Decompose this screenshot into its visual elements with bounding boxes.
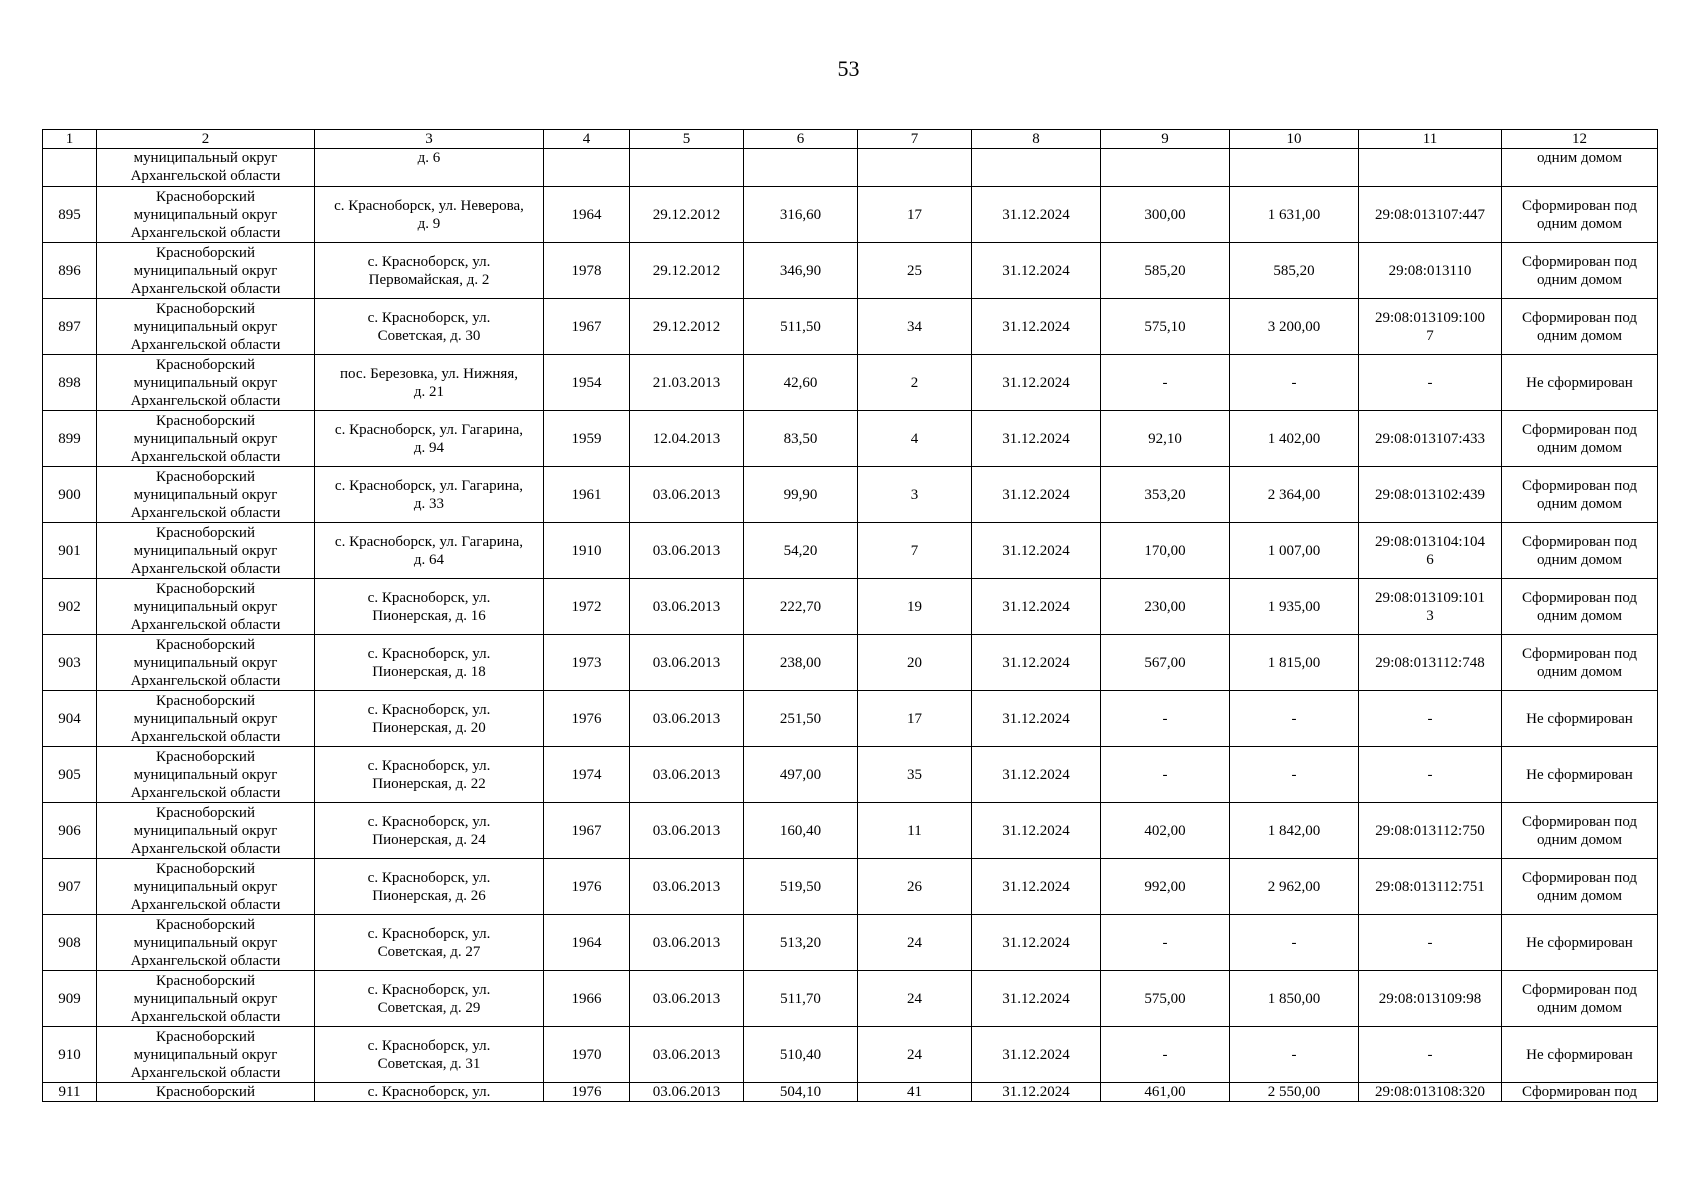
cell-land-area: - — [1101, 915, 1230, 971]
column-header: 10 — [1230, 130, 1359, 149]
cell-status: Не сформирован — [1502, 747, 1658, 803]
table-row — [43, 187, 1658, 243]
cell-date: 03.06.2013 — [630, 467, 744, 523]
cell-date: 03.06.2013 — [630, 523, 744, 579]
column-header: 6 — [744, 130, 858, 149]
cell-year: 1964 — [544, 915, 630, 971]
column-header: 8 — [972, 130, 1101, 149]
cell-year: 1967 — [544, 803, 630, 859]
cell-land-area: 585,20 — [1101, 243, 1230, 299]
cell-address: с. Красноборск, ул. Неверова, д. 9 — [315, 187, 544, 243]
cell-number: 903 — [43, 635, 97, 691]
cell-address: с. Красноборск, ул. Первомайская, д. 2 — [315, 243, 544, 299]
column-header: 12 — [1502, 130, 1658, 149]
cell-number: 896 — [43, 243, 97, 299]
cell-number: 908 — [43, 915, 97, 971]
cell-year: 1972 — [544, 579, 630, 635]
cell-land-area — [1101, 149, 1230, 187]
cell-area: 346,90 — [744, 243, 858, 299]
cell-number: 909 — [43, 971, 97, 1027]
cell-cadastral: 29:08:013112:748 — [1359, 635, 1502, 691]
cell-area: 510,40 — [744, 1027, 858, 1083]
cell-number: 905 — [43, 747, 97, 803]
cell-address: с. Красноборск, ул. Пионерская, д. 18 — [315, 635, 544, 691]
cell-cadastral: 29:08:013109:101 3 — [1359, 579, 1502, 635]
cell-residents: 24 — [858, 971, 972, 1027]
cell-address: с. Красноборск, ул. Пионерская, д. 22 — [315, 747, 544, 803]
cell-status: Сформирован под одним домом — [1502, 635, 1658, 691]
cell-status: Сформирован под одним домом — [1502, 523, 1658, 579]
cell-land-area: 402,00 — [1101, 803, 1230, 859]
column-header: 9 — [1101, 130, 1230, 149]
cell-deadline: 31.12.2024 — [972, 803, 1101, 859]
cell-cadastral: 29:08:013112:750 — [1359, 803, 1502, 859]
cell-land-area: 567,00 — [1101, 635, 1230, 691]
cell-address: с. Красноборск, ул. Советская, д. 29 — [315, 971, 544, 1027]
cell-year: 1978 — [544, 243, 630, 299]
cell-area: 238,00 — [744, 635, 858, 691]
cell-address: пос. Березовка, ул. Нижняя, д. 21 — [315, 355, 544, 411]
cell-year: 1964 — [544, 187, 630, 243]
cell-municipality: Красноборский муниципальный округ Архангельской области — [97, 299, 315, 355]
cell-deadline: 31.12.2024 — [972, 859, 1101, 915]
cell-cadastral: 29:08:013107:447 — [1359, 187, 1502, 243]
cell-date: 03.06.2013 — [630, 1027, 744, 1083]
cell-residents: 17 — [858, 187, 972, 243]
cell-deadline: 31.12.2024 — [972, 1083, 1101, 1102]
cell-year: 1959 — [544, 411, 630, 467]
cell-deadline: 31.12.2024 — [972, 915, 1101, 971]
cell-status: Не сформирован — [1502, 915, 1658, 971]
table-row — [43, 1027, 1658, 1083]
cell-plot-area: 585,20 — [1230, 243, 1359, 299]
table-row — [43, 859, 1658, 915]
cell-residents: 2 — [858, 355, 972, 411]
cell-date — [630, 149, 744, 187]
cell-plot-area: 2 962,00 — [1230, 859, 1359, 915]
cell-municipality: Красноборский муниципальный округ Архангельской области — [97, 187, 315, 243]
cell-address: с. Красноборск, ул. Советская, д. 30 — [315, 299, 544, 355]
cell-cadastral: 29:08:013108:320 — [1359, 1083, 1502, 1102]
cell-land-area: 575,00 — [1101, 971, 1230, 1027]
cell-cadastral: - — [1359, 355, 1502, 411]
cell-date: 29.12.2012 — [630, 187, 744, 243]
cell-municipality: Красноборский муниципальный округ Архангельской области — [97, 803, 315, 859]
cell-area: 160,40 — [744, 803, 858, 859]
cell-municipality: Красноборский муниципальный округ Архангельской области — [97, 747, 315, 803]
cell-address: с. Красноборск, ул. Советская, д. 31 — [315, 1027, 544, 1083]
cell-land-area: 461,00 — [1101, 1083, 1230, 1102]
cell-deadline: 31.12.2024 — [972, 187, 1101, 243]
cell-area: 511,70 — [744, 971, 858, 1027]
cell-land-area: 353,20 — [1101, 467, 1230, 523]
cell-number: 899 — [43, 411, 97, 467]
cell-number: 898 — [43, 355, 97, 411]
cell-plot-area — [1230, 149, 1359, 187]
cell-date: 29.12.2012 — [630, 299, 744, 355]
cell-cadastral: - — [1359, 747, 1502, 803]
cell-deadline: 31.12.2024 — [972, 355, 1101, 411]
cell-plot-area: 1 007,00 — [1230, 523, 1359, 579]
cell-deadline: 31.12.2024 — [972, 411, 1101, 467]
table-row — [43, 803, 1658, 859]
cell-status: Не сформирован — [1502, 691, 1658, 747]
cell-land-area: - — [1101, 1027, 1230, 1083]
cell-year: 1961 — [544, 467, 630, 523]
page-number: 53 — [837, 56, 860, 81]
cell-municipality: Красноборский муниципальный округ Архангельской области — [97, 411, 315, 467]
cell-residents: 25 — [858, 243, 972, 299]
cell-status: Сформирован под одним домом — [1502, 243, 1658, 299]
cell-cadastral — [1359, 149, 1502, 187]
cell-date: 03.06.2013 — [630, 635, 744, 691]
column-header: 3 — [315, 130, 544, 149]
cell-status: Не сформирован — [1502, 1027, 1658, 1083]
cell-residents: 34 — [858, 299, 972, 355]
cell-cadastral: - — [1359, 915, 1502, 971]
table-row — [43, 467, 1658, 523]
cell-address: с. Красноборск, ул. Гагарина, д. 64 — [315, 523, 544, 579]
cell-deadline: 31.12.2024 — [972, 523, 1101, 579]
cell-municipality: Красноборский муниципальный округ Архангельской области — [97, 971, 315, 1027]
cell-residents: 19 — [858, 579, 972, 635]
cell-number: 910 — [43, 1027, 97, 1083]
cell-year: 1910 — [544, 523, 630, 579]
cell-plot-area: 1 935,00 — [1230, 579, 1359, 635]
housing-registry-table — [42, 129, 1658, 1102]
table-row-partial — [43, 1083, 1658, 1102]
cell-number: 901 — [43, 523, 97, 579]
cell-status: Сформирован под одним домом — [1502, 467, 1658, 523]
cell-year: 1976 — [544, 859, 630, 915]
cell-status: Сформирован под одним домом — [1502, 803, 1658, 859]
cell-land-area: - — [1101, 691, 1230, 747]
cell-plot-area: 1 815,00 — [1230, 635, 1359, 691]
cell-area: 54,20 — [744, 523, 858, 579]
cell-area: 504,10 — [744, 1083, 858, 1102]
cell-cadastral: 29:08:013112:751 — [1359, 859, 1502, 915]
cell-municipality: Красноборский муниципальный округ Архангельской области — [97, 691, 315, 747]
cell-date: 03.06.2013 — [630, 747, 744, 803]
cell-deadline: 31.12.2024 — [972, 971, 1101, 1027]
column-header: 1 — [43, 130, 97, 149]
cell-area: 99,90 — [744, 467, 858, 523]
cell-land-area: 575,10 — [1101, 299, 1230, 355]
cell-plot-area: 3 200,00 — [1230, 299, 1359, 355]
cell-year — [544, 149, 630, 187]
cell-municipality: Красноборский муниципальный округ Архангельской области — [97, 915, 315, 971]
cell-status: одним домом — [1502, 149, 1658, 187]
cell-residents: 20 — [858, 635, 972, 691]
cell-year: 1976 — [544, 691, 630, 747]
cell-cadastral: 29:08:013110 — [1359, 243, 1502, 299]
cell-plot-area: 1 402,00 — [1230, 411, 1359, 467]
cell-year: 1976 — [544, 1083, 630, 1102]
cell-area — [744, 149, 858, 187]
cell-municipality: Красноборский муниципальный округ Архангельской области — [97, 243, 315, 299]
cell-date: 03.06.2013 — [630, 803, 744, 859]
cell-deadline — [972, 149, 1101, 187]
cell-municipality: Красноборский муниципальный округ Архангельской области — [97, 467, 315, 523]
cell-municipality: муниципальный округ Архангельской области — [97, 149, 315, 187]
cell-year: 1954 — [544, 355, 630, 411]
cell-municipality: Красноборский муниципальный округ Архангельской области — [97, 859, 315, 915]
cell-area: 511,50 — [744, 299, 858, 355]
cell-land-area: 92,10 — [1101, 411, 1230, 467]
cell-status: Сформирован под одним домом — [1502, 299, 1658, 355]
cell-area: 497,00 — [744, 747, 858, 803]
table-row — [43, 243, 1658, 299]
cell-deadline: 31.12.2024 — [972, 691, 1101, 747]
cell-residents: 17 — [858, 691, 972, 747]
cell-cadastral: 29:08:013109:98 — [1359, 971, 1502, 1027]
cell-residents: 11 — [858, 803, 972, 859]
cell-municipality: Красноборский муниципальный округ Архангельской области — [97, 635, 315, 691]
cell-residents: 3 — [858, 467, 972, 523]
cell-number: 897 — [43, 299, 97, 355]
cell-status: Сформирован под — [1502, 1083, 1658, 1102]
cell-date: 03.06.2013 — [630, 915, 744, 971]
column-header: 7 — [858, 130, 972, 149]
cell-land-area: 300,00 — [1101, 187, 1230, 243]
cell-cadastral: - — [1359, 1027, 1502, 1083]
table-row — [43, 355, 1658, 411]
cell-date: 03.06.2013 — [630, 691, 744, 747]
table-row — [43, 747, 1658, 803]
cell-deadline: 31.12.2024 — [972, 747, 1101, 803]
column-number-header-row — [43, 130, 1658, 149]
table-row — [43, 691, 1658, 747]
column-header: 2 — [97, 130, 315, 149]
cell-plot-area: - — [1230, 1027, 1359, 1083]
cell-number: 902 — [43, 579, 97, 635]
table-row — [43, 299, 1658, 355]
cell-plot-area: - — [1230, 915, 1359, 971]
cell-area: 83,50 — [744, 411, 858, 467]
cell-residents: 35 — [858, 747, 972, 803]
cell-cadastral: - — [1359, 691, 1502, 747]
continuation-row — [43, 149, 1658, 187]
cell-number: 900 — [43, 467, 97, 523]
cell-number: 904 — [43, 691, 97, 747]
cell-area: 519,50 — [744, 859, 858, 915]
cell-year: 1974 — [544, 747, 630, 803]
cell-cadastral: 29:08:013104:104 6 — [1359, 523, 1502, 579]
cell-municipality: Красноборский муниципальный округ Архангельской области — [97, 523, 315, 579]
cell-plot-area: 2 364,00 — [1230, 467, 1359, 523]
cell-residents — [858, 149, 972, 187]
cell-address: с. Красноборск, ул. Пионерская, д. 20 — [315, 691, 544, 747]
cell-address: с. Красноборск, ул. Гагарина, д. 33 — [315, 467, 544, 523]
cell-residents: 26 — [858, 859, 972, 915]
cell-status: Сформирован под одним домом — [1502, 971, 1658, 1027]
cell-area: 251,50 — [744, 691, 858, 747]
cell-deadline: 31.12.2024 — [972, 635, 1101, 691]
cell-residents: 4 — [858, 411, 972, 467]
cell-number: 906 — [43, 803, 97, 859]
cell-address: с. Красноборск, ул. Советская, д. 27 — [315, 915, 544, 971]
cell-date: 03.06.2013 — [630, 859, 744, 915]
table-row — [43, 579, 1658, 635]
cell-land-area: - — [1101, 355, 1230, 411]
cell-cadastral: 29:08:013107:433 — [1359, 411, 1502, 467]
cell-address: с. Красноборск, ул. Пионерская, д. 16 — [315, 579, 544, 635]
cell-number: 911 — [43, 1083, 97, 1102]
cell-status: Сформирован под одним домом — [1502, 411, 1658, 467]
table-row — [43, 915, 1658, 971]
cell-date: 29.12.2012 — [630, 243, 744, 299]
cell-municipality: Красноборский муниципальный округ Архангельской области — [97, 579, 315, 635]
cell-cadastral: 29:08:013109:100 7 — [1359, 299, 1502, 355]
cell-date: 03.06.2013 — [630, 1083, 744, 1102]
cell-address: д. 6 — [315, 149, 544, 187]
column-header: 11 — [1359, 130, 1502, 149]
column-header: 5 — [630, 130, 744, 149]
cell-plot-area: 2 550,00 — [1230, 1083, 1359, 1102]
cell-plot-area: - — [1230, 355, 1359, 411]
column-header: 4 — [544, 130, 630, 149]
cell-deadline: 31.12.2024 — [972, 299, 1101, 355]
table-row — [43, 411, 1658, 467]
table-row — [43, 523, 1658, 579]
cell-address: с. Красноборск, ул. Гагарина, д. 94 — [315, 411, 544, 467]
cell-status: Сформирован под одним домом — [1502, 579, 1658, 635]
cell-land-area: 992,00 — [1101, 859, 1230, 915]
cell-plot-area: - — [1230, 747, 1359, 803]
cell-municipality: Красноборский — [97, 1083, 315, 1102]
cell-land-area: 170,00 — [1101, 523, 1230, 579]
cell-residents: 24 — [858, 915, 972, 971]
cell-deadline: 31.12.2024 — [972, 467, 1101, 523]
cell-area: 42,60 — [744, 355, 858, 411]
cell-cadastral: 29:08:013102:439 — [1359, 467, 1502, 523]
cell-date: 03.06.2013 — [630, 971, 744, 1027]
cell-plot-area: 1 631,00 — [1230, 187, 1359, 243]
cell-address: с. Красноборск, ул. Пионерская, д. 24 — [315, 803, 544, 859]
cell-number: 907 — [43, 859, 97, 915]
cell-status: Сформирован под одним домом — [1502, 859, 1658, 915]
cell-year: 1967 — [544, 299, 630, 355]
cell-deadline: 31.12.2024 — [972, 1027, 1101, 1083]
cell-municipality: Красноборский муниципальный округ Архангельской области — [97, 1027, 315, 1083]
cell-deadline: 31.12.2024 — [972, 579, 1101, 635]
cell-status: Сформирован под одним домом — [1502, 187, 1658, 243]
cell-area: 222,70 — [744, 579, 858, 635]
cell-plot-area: - — [1230, 691, 1359, 747]
cell-year: 1966 — [544, 971, 630, 1027]
cell-land-area: - — [1101, 747, 1230, 803]
cell-land-area: 230,00 — [1101, 579, 1230, 635]
cell-deadline: 31.12.2024 — [972, 243, 1101, 299]
cell-address: с. Красноборск, ул. — [315, 1083, 544, 1102]
cell-municipality: Красноборский муниципальный округ Архангельской области — [97, 355, 315, 411]
cell-date: 21.03.2013 — [630, 355, 744, 411]
table-row — [43, 635, 1658, 691]
cell-plot-area: 1 850,00 — [1230, 971, 1359, 1027]
cell-date: 12.04.2013 — [630, 411, 744, 467]
cell-status: Не сформирован — [1502, 355, 1658, 411]
cell-plot-area: 1 842,00 — [1230, 803, 1359, 859]
cell-address: с. Красноборск, ул. Пионерская, д. 26 — [315, 859, 544, 915]
cell-date: 03.06.2013 — [630, 579, 744, 635]
cell-residents: 7 — [858, 523, 972, 579]
table-row — [43, 971, 1658, 1027]
cell-area: 316,60 — [744, 187, 858, 243]
cell-area: 513,20 — [744, 915, 858, 971]
table-body — [43, 149, 1658, 1102]
cell-residents: 24 — [858, 1027, 972, 1083]
cell-year: 1973 — [544, 635, 630, 691]
cell-number: 895 — [43, 187, 97, 243]
cell-year: 1970 — [544, 1027, 630, 1083]
cell-number — [43, 149, 97, 187]
cell-residents: 41 — [858, 1083, 972, 1102]
